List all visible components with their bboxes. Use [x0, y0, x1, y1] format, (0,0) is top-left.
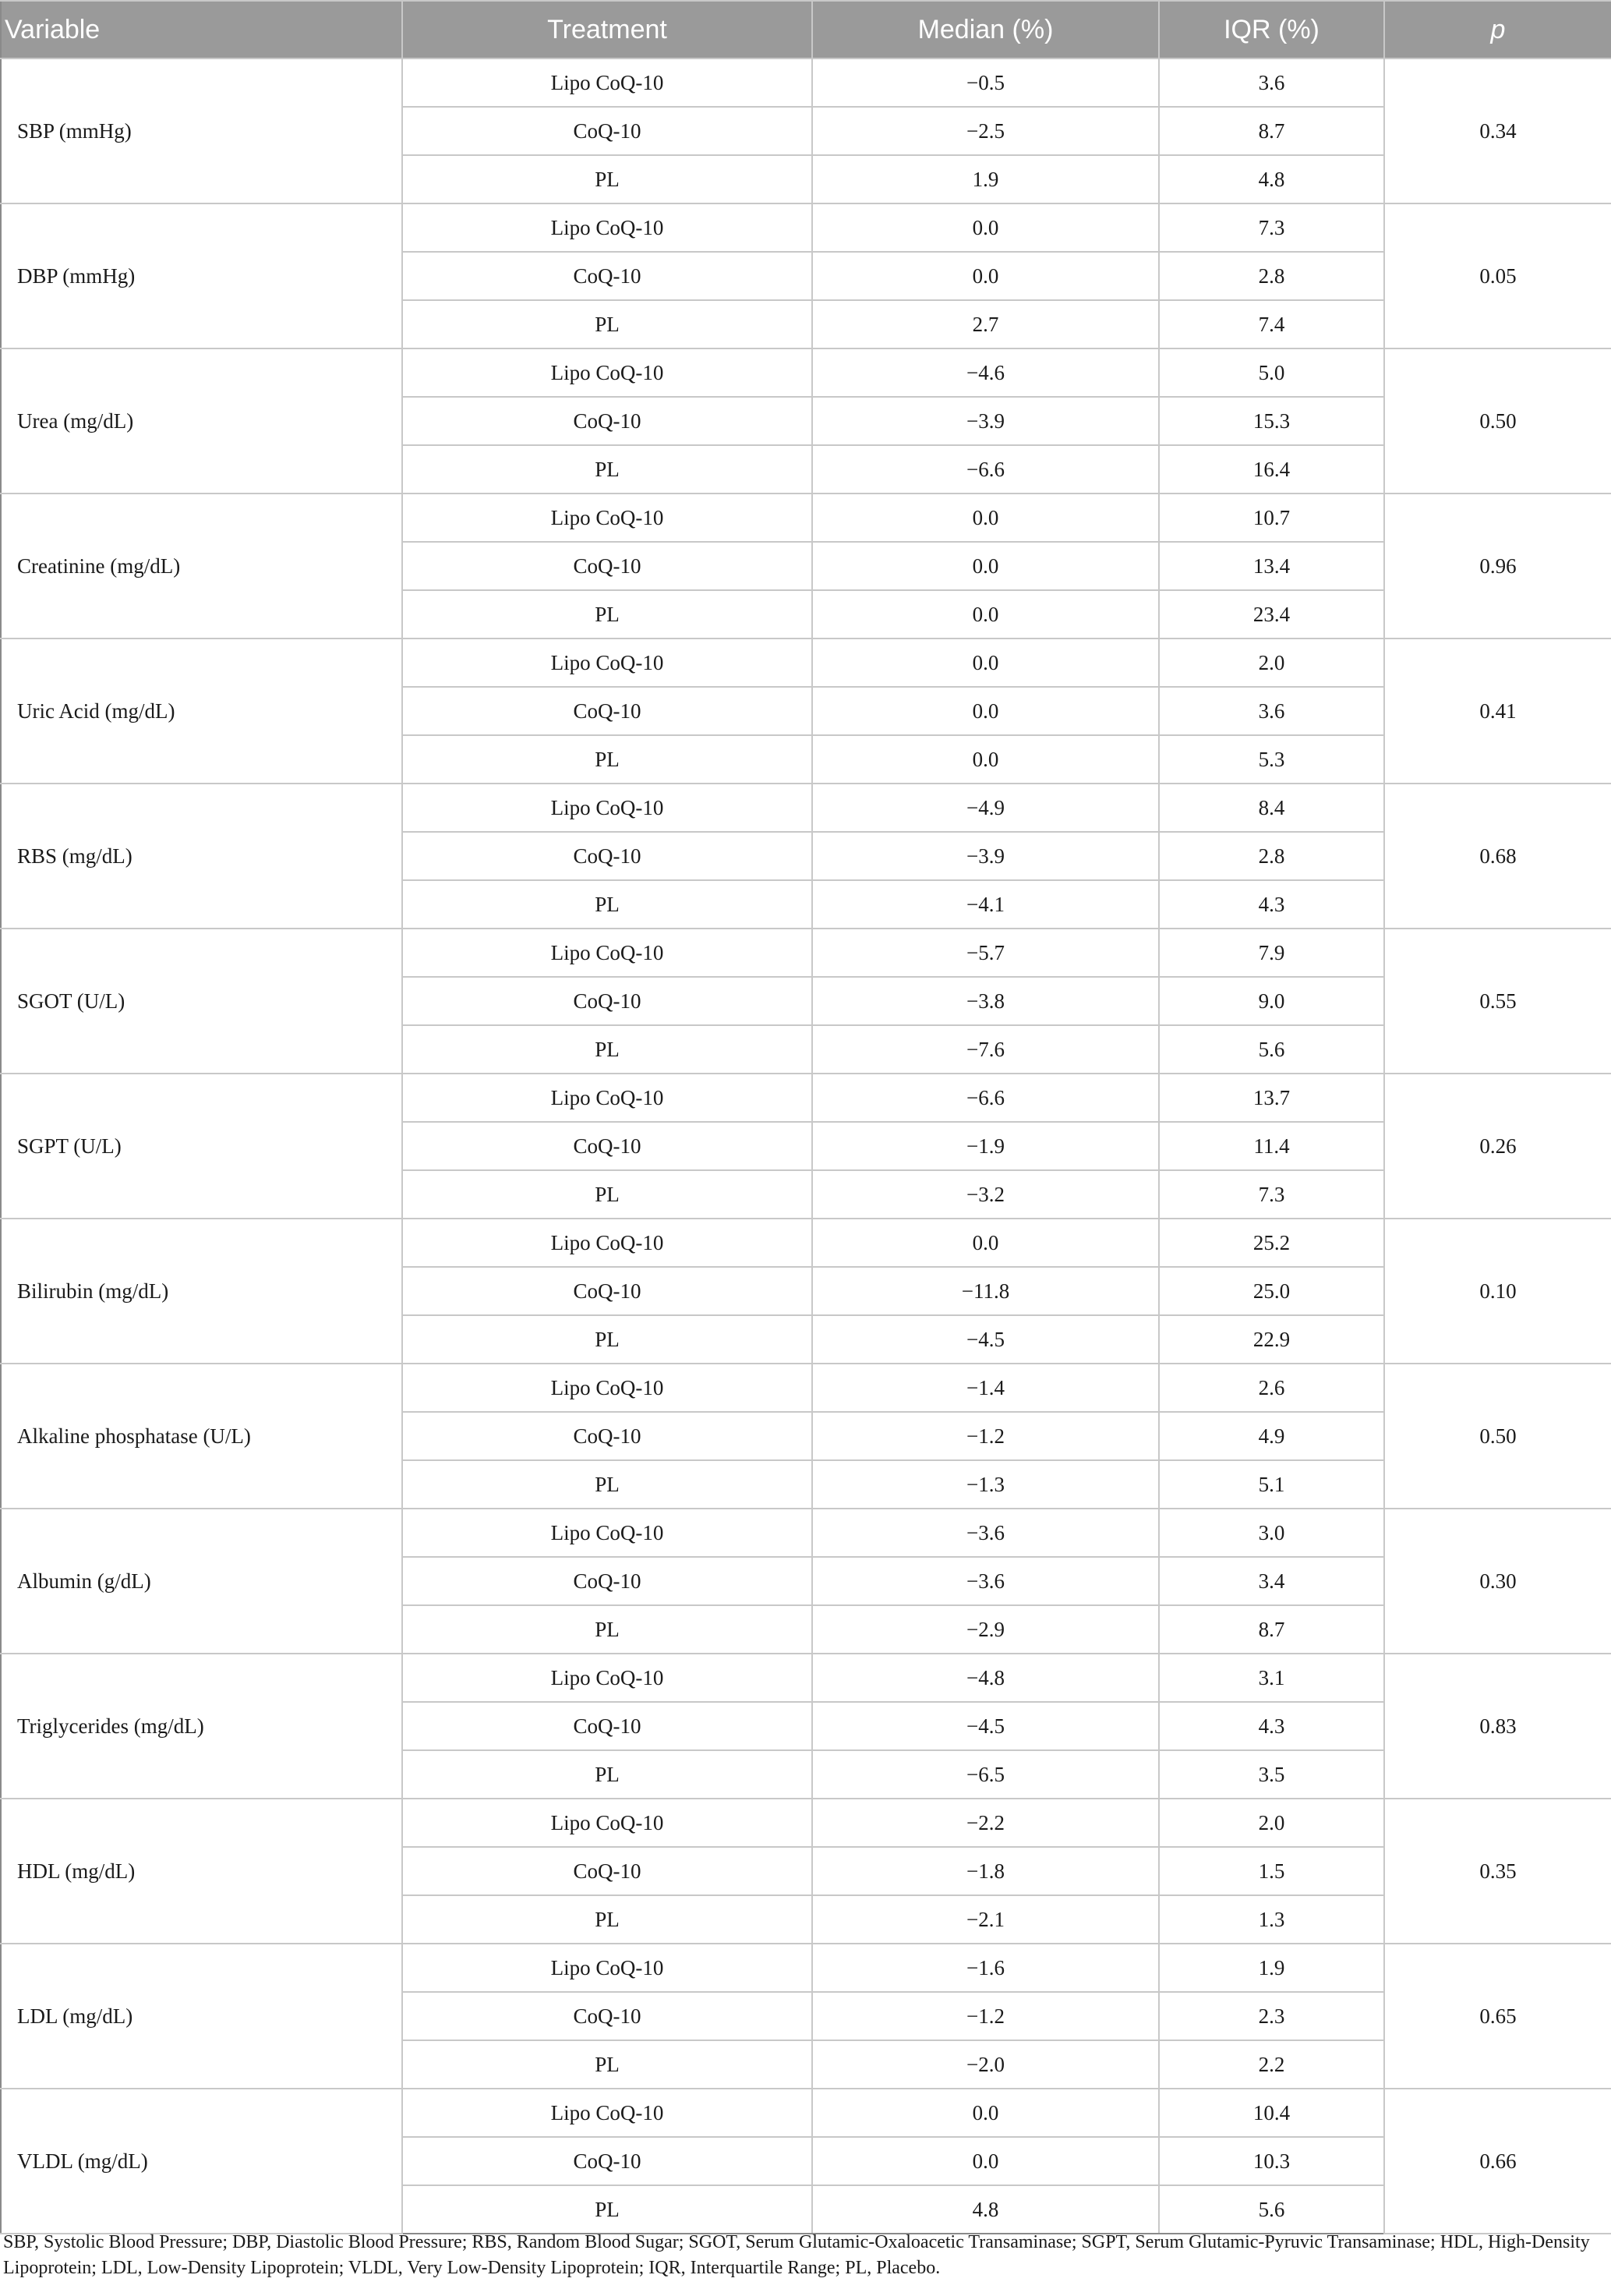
median-cell: 0.0 — [812, 590, 1159, 639]
p-value-cell: 0.83 — [1384, 1654, 1611, 1799]
p-value-cell: 0.41 — [1384, 639, 1611, 784]
treatment-cell: PL — [402, 2185, 812, 2234]
median-cell: −1.8 — [812, 1847, 1159, 1895]
treatment-cell: Lipo CoQ-10 — [402, 784, 812, 832]
header-p: p — [1384, 1, 1611, 58]
variable-cell: HDL (mg/dL) — [1, 1799, 402, 1944]
treatment-cell: CoQ-10 — [402, 252, 812, 300]
variable-cell: SBP (mmHg) — [1, 58, 402, 203]
iqr-cell: 25.0 — [1159, 1267, 1384, 1315]
table-row — [1, 203, 1611, 252]
iqr-cell: 4.8 — [1159, 155, 1384, 203]
table-row — [1, 1944, 1611, 1992]
iqr-cell: 1.9 — [1159, 1944, 1384, 1992]
iqr-cell: 4.3 — [1159, 880, 1384, 929]
header-median: Median (%) — [812, 1, 1159, 58]
iqr-cell: 1.3 — [1159, 1895, 1384, 1944]
table-row — [1, 494, 1611, 542]
variable-cell: DBP (mmHg) — [1, 203, 402, 348]
median-cell: −2.0 — [812, 2040, 1159, 2089]
iqr-cell: 2.8 — [1159, 832, 1384, 880]
p-value-cell: 0.35 — [1384, 1799, 1611, 1944]
treatment-cell: Lipo CoQ-10 — [402, 1654, 812, 1702]
table-row — [1, 58, 1611, 107]
treatment-cell: PL — [402, 300, 812, 348]
median-cell: −3.6 — [812, 1557, 1159, 1605]
p-value-cell: 0.55 — [1384, 929, 1611, 1074]
iqr-cell: 10.7 — [1159, 494, 1384, 542]
median-cell: −3.9 — [812, 397, 1159, 445]
iqr-cell: 7.4 — [1159, 300, 1384, 348]
table-row — [1, 639, 1611, 687]
iqr-cell: 8.4 — [1159, 784, 1384, 832]
iqr-cell: 23.4 — [1159, 590, 1384, 639]
treatment-cell: Lipo CoQ-10 — [402, 639, 812, 687]
treatment-cell: PL — [402, 2040, 812, 2089]
treatment-cell: PL — [402, 1895, 812, 1944]
median-cell: −6.6 — [812, 445, 1159, 494]
median-cell: 0.0 — [812, 252, 1159, 300]
treatment-cell: Lipo CoQ-10 — [402, 1799, 812, 1847]
iqr-cell: 5.6 — [1159, 1025, 1384, 1074]
iqr-cell: 8.7 — [1159, 1605, 1384, 1654]
variable-cell: Uric Acid (mg/dL) — [1, 639, 402, 784]
treatment-cell: Lipo CoQ-10 — [402, 58, 812, 107]
median-cell: −5.7 — [812, 929, 1159, 977]
median-cell: −2.1 — [812, 1895, 1159, 1944]
median-cell: −4.5 — [812, 1702, 1159, 1750]
table-row — [1, 784, 1611, 832]
iqr-cell: 3.0 — [1159, 1509, 1384, 1557]
treatment-cell: Lipo CoQ-10 — [402, 1074, 812, 1122]
treatment-cell: Lipo CoQ-10 — [402, 929, 812, 977]
iqr-cell: 16.4 — [1159, 445, 1384, 494]
median-cell: 2.7 — [812, 300, 1159, 348]
median-cell: −1.6 — [812, 1944, 1159, 1992]
median-cell: −3.6 — [812, 1509, 1159, 1557]
median-cell: 0.0 — [812, 2137, 1159, 2185]
p-value-cell: 0.50 — [1384, 348, 1611, 494]
table-footnote: SBP, Systolic Blood Pressure; DBP, Diastolic Blood Pressure; RBS, Random Blood Sugar; SGOT, Serum Glutamic-Oxaloacetic Transaminase; SGPT, Serum Glutamic-Pyruvic Transaminase; HDL, High-Density Lipoprotein; LDL, Low-Density Lipoprotein; VLDL, Very Low-Density Lipoprotein; IQR, Interquartile Range; PL, Placebo. — [3, 2232, 1590, 2278]
median-cell: −4.1 — [812, 880, 1159, 929]
median-cell: −1.4 — [812, 1364, 1159, 1412]
p-value-cell: 0.26 — [1384, 1074, 1611, 1219]
iqr-cell: 22.9 — [1159, 1315, 1384, 1364]
p-value-cell: 0.66 — [1384, 2089, 1611, 2234]
iqr-cell: 9.0 — [1159, 977, 1384, 1025]
iqr-cell: 10.3 — [1159, 2137, 1384, 2185]
header-row — [1, 1, 1611, 58]
median-cell: −3.2 — [812, 1170, 1159, 1219]
treatment-cell: Lipo CoQ-10 — [402, 494, 812, 542]
iqr-cell: 2.3 — [1159, 1992, 1384, 2040]
median-cell: 4.8 — [812, 2185, 1159, 2234]
table-row — [1, 1364, 1611, 1412]
table-body — [1, 58, 1611, 2234]
median-cell: −4.6 — [812, 348, 1159, 397]
treatment-cell: CoQ-10 — [402, 1702, 812, 1750]
median-cell: −2.2 — [812, 1799, 1159, 1847]
treatment-cell: PL — [402, 1170, 812, 1219]
median-cell: −11.8 — [812, 1267, 1159, 1315]
iqr-cell: 7.3 — [1159, 203, 1384, 252]
p-value-cell: 0.34 — [1384, 58, 1611, 203]
treatment-cell: PL — [402, 1315, 812, 1364]
median-cell: 0.0 — [812, 203, 1159, 252]
p-value-cell: 0.65 — [1384, 1944, 1611, 2089]
iqr-cell: 4.9 — [1159, 1412, 1384, 1460]
treatment-cell: Lipo CoQ-10 — [402, 1364, 812, 1412]
variable-cell: Bilirubin (mg/dL) — [1, 1219, 402, 1364]
median-cell: −4.8 — [812, 1654, 1159, 1702]
median-cell: −2.5 — [812, 107, 1159, 155]
table-row — [1, 348, 1611, 397]
treatment-cell: CoQ-10 — [402, 687, 812, 735]
variable-cell: Urea (mg/dL) — [1, 348, 402, 494]
table-row — [1, 929, 1611, 977]
treatment-cell: CoQ-10 — [402, 1412, 812, 1460]
table-row — [1, 2089, 1611, 2137]
median-cell: −7.6 — [812, 1025, 1159, 1074]
treatment-cell: PL — [402, 590, 812, 639]
median-cell: 0.0 — [812, 639, 1159, 687]
iqr-cell: 5.6 — [1159, 2185, 1384, 2234]
header-variable: Variable — [1, 1, 402, 58]
iqr-cell: 25.2 — [1159, 1219, 1384, 1267]
p-value-cell: 0.96 — [1384, 494, 1611, 639]
table-row — [1, 1074, 1611, 1122]
median-cell: 1.9 — [812, 155, 1159, 203]
median-cell: 0.0 — [812, 2089, 1159, 2137]
iqr-cell: 2.0 — [1159, 1799, 1384, 1847]
iqr-cell: 3.6 — [1159, 58, 1384, 107]
treatment-cell: Lipo CoQ-10 — [402, 2089, 812, 2137]
variable-cell: SGOT (U/L) — [1, 929, 402, 1074]
variable-cell: SGPT (U/L) — [1, 1074, 402, 1219]
median-cell: −2.9 — [812, 1605, 1159, 1654]
treatment-cell: PL — [402, 1750, 812, 1799]
treatment-cell: PL — [402, 1025, 812, 1074]
treatment-cell: CoQ-10 — [402, 107, 812, 155]
treatment-cell: PL — [402, 735, 812, 784]
header-iqr: IQR (%) — [1159, 1, 1384, 58]
median-cell: 0.0 — [812, 494, 1159, 542]
treatment-cell: Lipo CoQ-10 — [402, 203, 812, 252]
iqr-cell: 5.1 — [1159, 1460, 1384, 1509]
iqr-cell: 3.4 — [1159, 1557, 1384, 1605]
iqr-cell: 2.8 — [1159, 252, 1384, 300]
treatment-cell: CoQ-10 — [402, 1992, 812, 2040]
treatment-cell: PL — [402, 1605, 812, 1654]
median-cell: 0.0 — [812, 542, 1159, 590]
median-cell: −1.3 — [812, 1460, 1159, 1509]
iqr-cell: 2.6 — [1159, 1364, 1384, 1412]
iqr-cell: 4.3 — [1159, 1702, 1384, 1750]
table-row — [1, 1509, 1611, 1557]
p-value-cell: 0.68 — [1384, 784, 1611, 929]
iqr-cell: 3.6 — [1159, 687, 1384, 735]
iqr-cell: 7.9 — [1159, 929, 1384, 977]
variable-cell: RBS (mg/dL) — [1, 784, 402, 929]
median-cell: 0.0 — [812, 1219, 1159, 1267]
variable-cell: Triglycerides (mg/dL) — [1, 1654, 402, 1799]
treatment-cell: CoQ-10 — [402, 397, 812, 445]
treatment-cell: PL — [402, 1460, 812, 1509]
treatment-cell: CoQ-10 — [402, 1557, 812, 1605]
table-row — [1, 1219, 1611, 1267]
median-cell: 0.0 — [812, 687, 1159, 735]
iqr-cell: 13.4 — [1159, 542, 1384, 590]
iqr-cell: 1.5 — [1159, 1847, 1384, 1895]
iqr-cell: 7.3 — [1159, 1170, 1384, 1219]
iqr-cell: 11.4 — [1159, 1122, 1384, 1170]
iqr-cell: 15.3 — [1159, 397, 1384, 445]
iqr-cell: 2.2 — [1159, 2040, 1384, 2089]
treatment-cell: PL — [402, 155, 812, 203]
variable-cell: LDL (mg/dL) — [1, 1944, 402, 2089]
treatment-cell: CoQ-10 — [402, 832, 812, 880]
iqr-cell: 8.7 — [1159, 107, 1384, 155]
median-cell: −4.5 — [812, 1315, 1159, 1364]
median-cell: −6.6 — [812, 1074, 1159, 1122]
table-header — [1, 1, 1611, 58]
table-row — [1, 1799, 1611, 1847]
iqr-cell: 10.4 — [1159, 2089, 1384, 2137]
variable-cell: Creatinine (mg/dL) — [1, 494, 402, 639]
header-treatment: Treatment — [402, 1, 812, 58]
median-cell: −1.2 — [812, 1992, 1159, 2040]
variable-cell: Alkaline phosphatase (U/L) — [1, 1364, 402, 1509]
treatment-cell: CoQ-10 — [402, 2137, 812, 2185]
iqr-cell: 13.7 — [1159, 1074, 1384, 1122]
iqr-cell: 2.0 — [1159, 639, 1384, 687]
iqr-cell: 3.5 — [1159, 1750, 1384, 1799]
treatment-cell: PL — [402, 880, 812, 929]
median-cell: −1.2 — [812, 1412, 1159, 1460]
p-value-cell: 0.10 — [1384, 1219, 1611, 1364]
p-value-cell: 0.05 — [1384, 203, 1611, 348]
iqr-cell: 5.3 — [1159, 735, 1384, 784]
treatment-cell: CoQ-10 — [402, 977, 812, 1025]
median-cell: −3.8 — [812, 977, 1159, 1025]
variable-cell: VLDL (mg/dL) — [1, 2089, 402, 2234]
median-cell: −1.9 — [812, 1122, 1159, 1170]
treatment-cell: Lipo CoQ-10 — [402, 1509, 812, 1557]
treatment-cell: CoQ-10 — [402, 1122, 812, 1170]
treatment-cell: CoQ-10 — [402, 1267, 812, 1315]
treatment-cell: Lipo CoQ-10 — [402, 1219, 812, 1267]
treatment-cell: CoQ-10 — [402, 1847, 812, 1895]
table-row — [1, 1654, 1611, 1702]
treatment-cell: PL — [402, 445, 812, 494]
treatment-cell: CoQ-10 — [402, 542, 812, 590]
treatment-cell: Lipo CoQ-10 — [402, 1944, 812, 1992]
median-cell: −4.9 — [812, 784, 1159, 832]
p-value-cell: 0.30 — [1384, 1509, 1611, 1654]
median-cell: −6.5 — [812, 1750, 1159, 1799]
iqr-cell: 5.0 — [1159, 348, 1384, 397]
p-value-cell: 0.50 — [1384, 1364, 1611, 1509]
median-cell: −3.9 — [812, 832, 1159, 880]
median-cell: −0.5 — [812, 58, 1159, 107]
variable-cell: Albumin (g/dL) — [1, 1509, 402, 1654]
median-cell: 0.0 — [812, 735, 1159, 784]
iqr-cell: 3.1 — [1159, 1654, 1384, 1702]
treatment-cell: Lipo CoQ-10 — [402, 348, 812, 397]
